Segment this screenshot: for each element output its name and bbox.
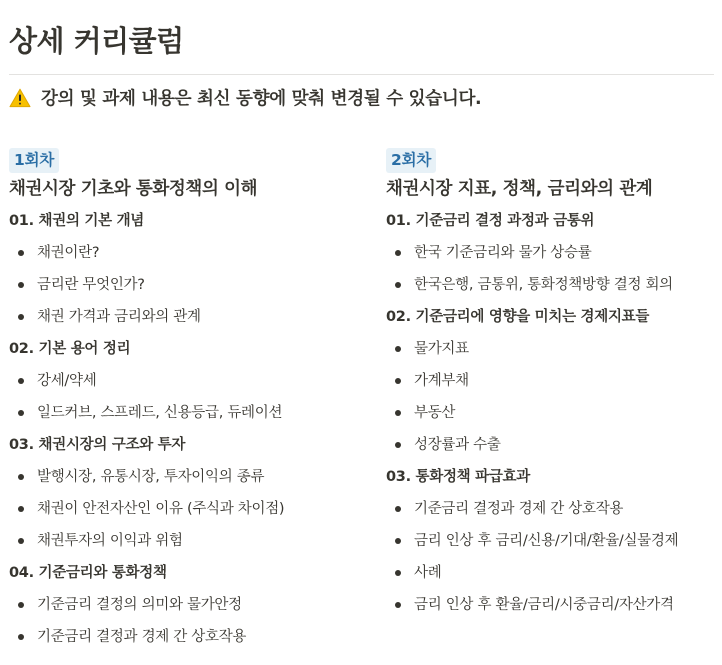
list-item-text: 금리 인상 후 금리/신용/기대/환율/실물경제 (414, 533, 679, 549)
list-item (386, 528, 716, 554)
list-item (386, 496, 716, 522)
list-item-text: 일드커브, 스프레드, 신용등급, 듀레이션 (37, 405, 283, 421)
bullet-dot (18, 378, 24, 384)
session-badge: 1회차 (9, 148, 59, 173)
page-title: 상세 커리큘럼 (9, 24, 184, 58)
bullet-dot (395, 346, 401, 352)
list-item (386, 432, 716, 458)
list-item (386, 272, 716, 298)
list-item (9, 400, 339, 426)
session-title: 채권시장 기초와 통화정책의 이해 (9, 179, 258, 199)
bullet-dot (395, 378, 401, 384)
bullet-dot (18, 250, 24, 256)
list-item (9, 528, 339, 554)
list-item-text: 기준금리 결정의 의미와 물가안정 (37, 597, 242, 613)
bullet-dot (18, 634, 24, 640)
list-item-text: 채권 가격과 금리와의 관계 (37, 309, 201, 325)
list-item-text: 물가지표 (414, 341, 469, 357)
bullet-list (9, 464, 339, 554)
list-item-text: 금리 인상 후 환율/금리/시중금리/자산가격 (414, 597, 674, 613)
bullet-dot (395, 282, 401, 288)
session-2-column (386, 148, 716, 618)
list-item-text: 사례 (414, 565, 442, 581)
bullet-dot (18, 538, 24, 544)
warning-icon (9, 88, 31, 108)
bullet-dot (18, 314, 24, 320)
section-heading: 02. 기본 용어 정리 (9, 341, 131, 357)
section-heading: 03. 채권시장의 구조와 투자 (9, 437, 186, 453)
session-badge: 2회차 (386, 148, 436, 173)
bullet-dot (18, 506, 24, 512)
list-item (386, 240, 716, 266)
list-item-text: 채권투자의 이익과 위험 (37, 533, 183, 549)
list-item (9, 304, 339, 330)
list-item (9, 624, 339, 650)
bullet-dot (18, 282, 24, 288)
bullet-dot (395, 410, 401, 416)
section-heading: 02. 기준금리에 영향을 미치는 경제지표들 (386, 309, 650, 325)
list-item (386, 592, 716, 618)
list-item-text: 성장률과 수출 (414, 437, 501, 453)
list-item (9, 464, 339, 490)
bullet-dot (395, 250, 401, 256)
list-item-text: 채권이 안전자산인 이유 (주식과 차이점) (37, 501, 285, 517)
notice-text: 강의 및 과제 내용은 최신 동향에 맞춰 변경될 수 있습니다. (41, 89, 482, 109)
section-heading: 01. 기준금리 결정 과정과 금통위 (386, 213, 595, 229)
list-item-text: 한국은행, 금통위, 통화정책방향 결정 회의 (414, 277, 673, 293)
list-item (9, 368, 339, 394)
bullet-dot (395, 442, 401, 448)
list-item-text: 한국 기준금리와 물가 상승률 (414, 245, 592, 261)
bullet-list (9, 368, 339, 426)
title-divider (9, 74, 714, 75)
list-item (386, 400, 716, 426)
bullet-list (9, 592, 339, 650)
list-item-text: 발행시장, 유통시장, 투자이익의 종류 (37, 469, 265, 485)
list-item-text: 기준금리 결정과 경제 간 상호작용 (37, 629, 247, 645)
bullet-dot (395, 602, 401, 608)
session-title: 채권시장 지표, 정책, 금리와의 관계 (386, 179, 653, 199)
section-heading: 03. 통화정책 파급효과 (386, 469, 530, 485)
bullet-list (386, 496, 716, 618)
list-item (9, 240, 339, 266)
bullet-dot (395, 538, 401, 544)
list-item-text: 가계부채 (414, 373, 469, 389)
bullet-dot (18, 474, 24, 480)
list-item-text: 강세/약세 (37, 373, 97, 389)
list-item (386, 368, 716, 394)
list-item-text: 기준금리 결정과 경제 간 상호작용 (414, 501, 624, 517)
list-item (386, 336, 716, 362)
bullet-dot (18, 410, 24, 416)
bullet-list (9, 240, 339, 330)
bullet-list (386, 240, 716, 298)
list-item (9, 272, 339, 298)
list-item (9, 592, 339, 618)
list-item-text: 채권이란? (37, 245, 100, 261)
list-item-text: 금리란 무엇인가? (37, 277, 145, 293)
section-heading: 04. 기준금리와 통화정책 (9, 565, 167, 581)
list-item (9, 496, 339, 522)
notice-callout (9, 86, 481, 112)
session-1-column (9, 148, 339, 650)
bullet-list (386, 336, 716, 458)
bullet-dot (395, 570, 401, 576)
section-heading: 01. 채권의 기본 개념 (9, 213, 144, 229)
list-item-text: 부동산 (414, 405, 456, 421)
list-item (386, 560, 716, 586)
bullet-dot (395, 506, 401, 512)
bullet-dot (18, 602, 24, 608)
